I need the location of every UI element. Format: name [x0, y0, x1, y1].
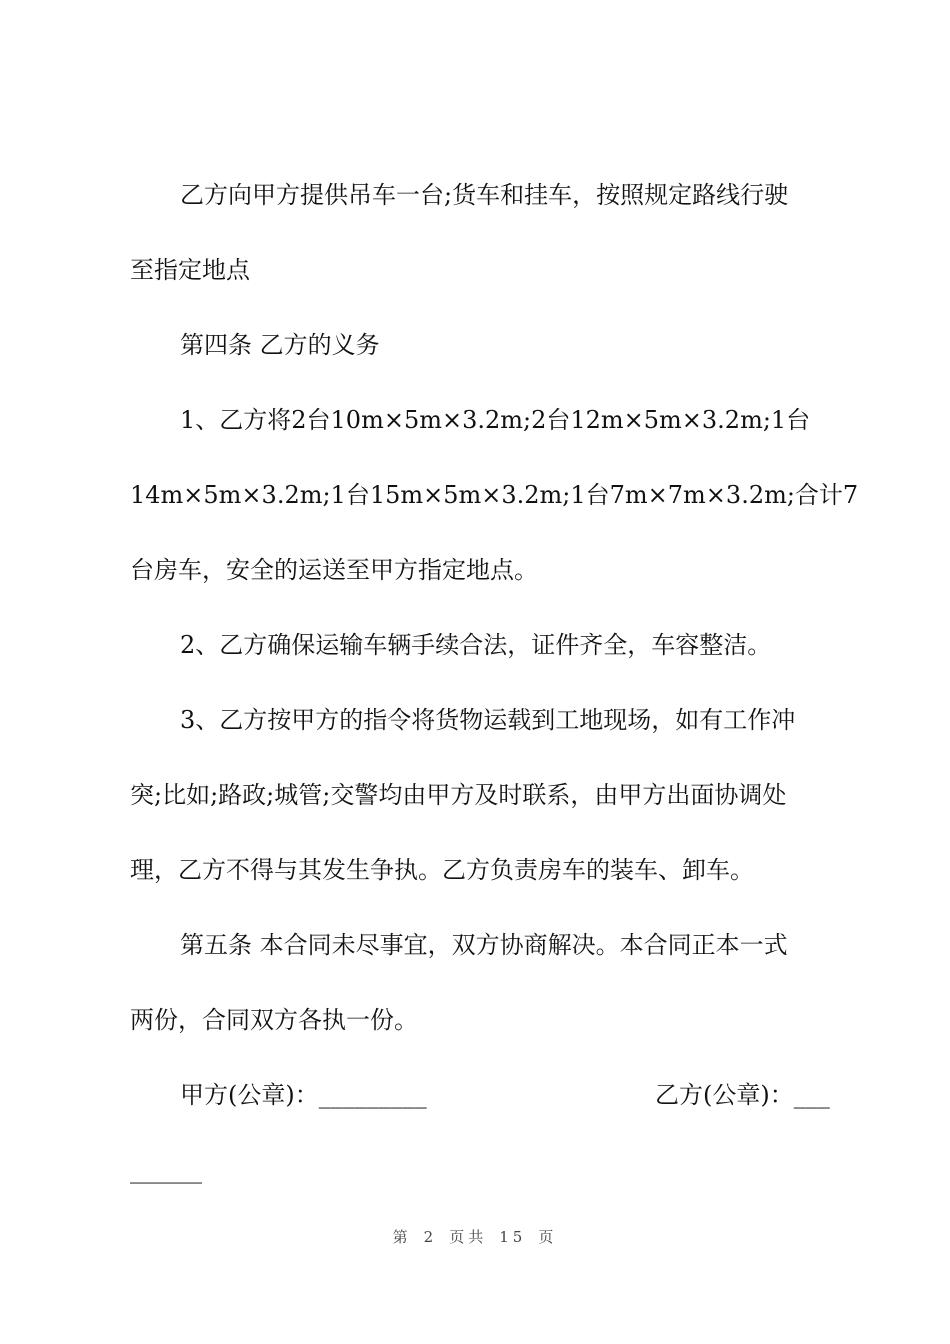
paragraph-line: 两份，合同双方各执一份。: [130, 1006, 418, 1034]
signature-row: [0, 1078, 950, 1112]
paragraph-line: 乙方向甲方提供吊车一台;货车和挂车，按照规定路线行驶: [180, 181, 789, 209]
footer-middle: 页共: [449, 1228, 488, 1246]
section-heading: 第四条 乙方的义务: [180, 331, 380, 359]
paragraph-line: 理，乙方不得与其发生争执。乙方负责房车的装车、卸车。: [130, 856, 754, 884]
signature-continuation: ______: [130, 1156, 202, 1184]
page-footer: [0, 1226, 950, 1247]
footer-total-pages: 15: [499, 1228, 527, 1246]
paragraph-line: 3、乙方按甲方的指令将货物运载到工地现场，如有工作冲: [180, 706, 796, 734]
paragraph-line: 至指定地点: [130, 256, 250, 284]
footer-prefix: 第: [392, 1228, 412, 1246]
paragraph-line: 台房车，安全的运送至甲方指定地点。: [130, 556, 538, 584]
paragraph-line: 突;比如;路政;城管;交警均由甲方及时联系，由甲方出面协调处: [130, 781, 787, 809]
paragraph-line: 14m×5m×3.2m;1台15m×5m×3.2m;1台7m×7m×3.2m;合计7: [130, 481, 859, 509]
party-a-signature: 甲方(公章)：_________: [180, 1081, 427, 1109]
paragraph-line: 1、乙方将2台10m×5m×3.2m;2台12m×5m×3.2m;1台: [180, 406, 811, 434]
footer-suffix: 页: [538, 1228, 558, 1246]
footer-page-number: 2: [423, 1228, 438, 1246]
paragraph-line: 2、乙方确保运输车辆手续合法，证件齐全，车容整洁。: [180, 631, 772, 659]
section-heading: 第五条 本合同未尽事宜，双方协商解决。本合同正本一式: [180, 931, 788, 959]
party-b-signature: 乙方(公章)：___: [655, 1081, 830, 1109]
